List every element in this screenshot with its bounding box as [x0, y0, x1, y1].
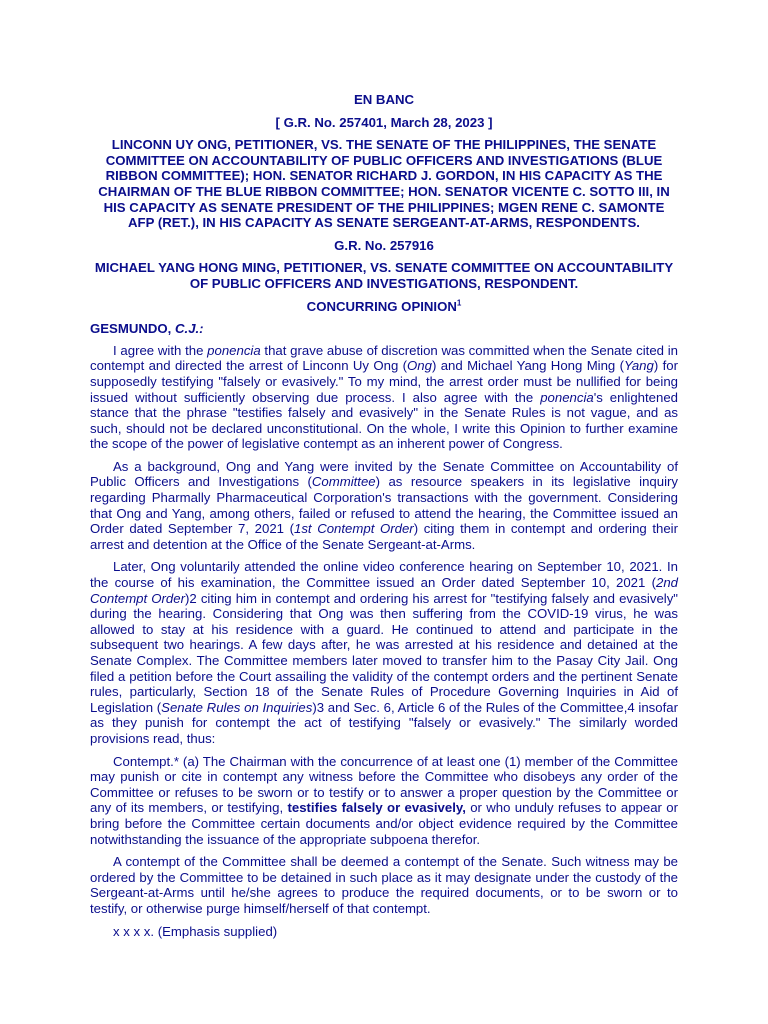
text-run: A contempt of the Committee shall be deemed a contempt of the Senate. Such witness may be ordered by the Committee to be detained in such place as it may designate under the custody of the Sergeant-at-Arms until he/she agrees to produce the required documents, or to be sworn or to testify, or otherwise purge himself/herself of that contempt.: [90, 854, 678, 916]
quoted-rule-paragraph-1: [90, 754, 678, 848]
bold-run: testifies falsely or evasively,: [287, 800, 466, 816]
italic-run: Yang: [624, 358, 654, 374]
case-parties-2: MICHAEL YANG HONG MING, PETITIONER, VS. SENATE COMMITTEE ON ACCOUNTABILITY OF PUBLIC OFFICERS AND INVESTIGATIONS, RESPONDENT.: [94, 260, 674, 291]
case-number-1: [ G.R. No. 257401, March 28, 2023 ]: [275, 114, 493, 130]
author-line: [90, 321, 678, 337]
text-run: or who unduly refuses to appear or bring before the Committee certain documents and/or object evidence required by the Committee notwithstanding the issuance of the appropriate subpoena therefor.: [90, 800, 678, 847]
italic-run: ponencia: [540, 389, 594, 405]
text-run: )3 and Sec. 6, Article 6 of the Rules of the Committee,4 insofar as they punish for contempt the act of testifying "falsely or evasively." The similarly worded provisions read, thus:: [90, 699, 678, 746]
text-run: x x x x. (Emphasis supplied): [113, 923, 278, 939]
italic-run: 1st Contempt Order: [294, 521, 414, 537]
paragraph-3: [90, 559, 678, 746]
italic-run: ponencia: [207, 342, 261, 358]
text-run: ) citing them in contempt and ordering their arrest and detention at the Office of the Senate Sergeant-at-Arms.: [90, 521, 679, 552]
author-title: C.J.:: [175, 321, 204, 337]
paragraph-1: [90, 343, 678, 452]
opinion-footnote-ref: 1: [456, 298, 462, 308]
opinion-title: [90, 299, 678, 315]
case-number-2: G.R. No. 257916: [334, 237, 434, 253]
text-run: Contempt.* (a) The Chairman with the concurrence of at least one (1) member of the Committee may punish or cite in contempt any witness before the Committee who disobeys any order of the Committee or refuses to be sworn or to testify or to answer a proper question by the Committee or any of its members, or testifying,: [90, 753, 678, 816]
text-run: that grave abuse of discretion was committed when the Senate cited in contempt and directed the arrest of Linconn Uy Ong (: [90, 342, 678, 374]
paragraph-2: [90, 459, 678, 553]
text-run: As a background, Ong and Yang were invited by the Senate Committee on Accountability of Public Officers and Investigations (: [90, 458, 678, 490]
author-name: GESMUNDO,: [90, 321, 172, 337]
text-run: ) and Michael Yang Hong Ming (: [431, 358, 625, 374]
text-run: I agree with the: [113, 342, 208, 358]
quoted-rule-paragraph-2: [90, 854, 678, 916]
emphasis-note: [90, 924, 678, 940]
italic-run: 2nd Contempt Order: [90, 575, 678, 606]
italic-run: Ong: [407, 358, 432, 374]
text-run: Later, Ong voluntarily attended the online video conference hearing on September 10, 2021. In the course of his examination, the Committee issued an Order dated September 10, 2021 (: [90, 559, 678, 591]
text-run: )2 citing him in contempt and ordering his arrest for "testifying falsely and evasively" during the hearing. Considering that Ong was then suffering from the COVID-19 virus, he was allowed to stay at his residence with a guard. He continued to attend and participate in the subsequent two hearings. A few days after, he was arrested at his residence and detained at the Senate Complex. The Committee members later moved to transfer him to the Pasay City Jail. Ong filed a petition before the Court assailing the validity of the contempt orders and the pertinent Senate rules, particularly, Section 18 of the Senate Rules of Procedure Governing Inquiries in Aid of Legislation (: [90, 590, 678, 715]
court-division: EN BANC: [353, 92, 415, 107]
text-run: ) as resource speakers in its legislative inquiry regarding Pharmally Pharmaceutical Corporation's transactions with the government. Considering that Ong and Yang, among others, failed or refused to attend the hearing, the Committee issued an Order dated September 7, 2021 (: [90, 474, 679, 537]
text-run: 's enlightened stance that the phrase "testifies falsely and evasively" in the Senate Rules is not vague, and as such, should not be declared unconstitutional. On the whole, I write this Opinion to further examine the scope of the power of legislative contempt as an inherent power of Congress.: [90, 389, 678, 452]
opinion-title-text: CONCURRING OPINION: [306, 298, 457, 314]
italic-run: Senate Rules on Inquiries: [161, 699, 313, 715]
text-run: ) for supposedly testifying "falsely or evasively." To my mind, the arrest order must be nullified for being issued without sufficiently observing due process. I also agree with the: [90, 358, 678, 405]
case-parties-1: LINCONN UY ONG, PETITIONER, VS. THE SENATE OF THE PHILIPPINES, THE SENATE COMMITTEE ON ACCOUNTABILITY OF PUBLIC OFFICERS AND INVESTIGATIONS (BLUE RIBBON COMMITTEE); HON. SENATOR RICHARD J. GORDON, IN HIS CAPACITY AS THE CHAIRMAN OF THE BLUE RIBBON COMMITTEE; HON. SENATOR VICENTE C. SOTTO III, IN HIS CAPACITY AS SENATE PRESIDENT OF THE PHILIPPINES; MGEN RENE C. SAMONTE AFP (RET.), IN HIS CAPACITY AS SENATE SERGEANT-AT-ARMS, RESPONDENTS.: [98, 137, 670, 231]
italic-run: Committee: [311, 474, 376, 490]
